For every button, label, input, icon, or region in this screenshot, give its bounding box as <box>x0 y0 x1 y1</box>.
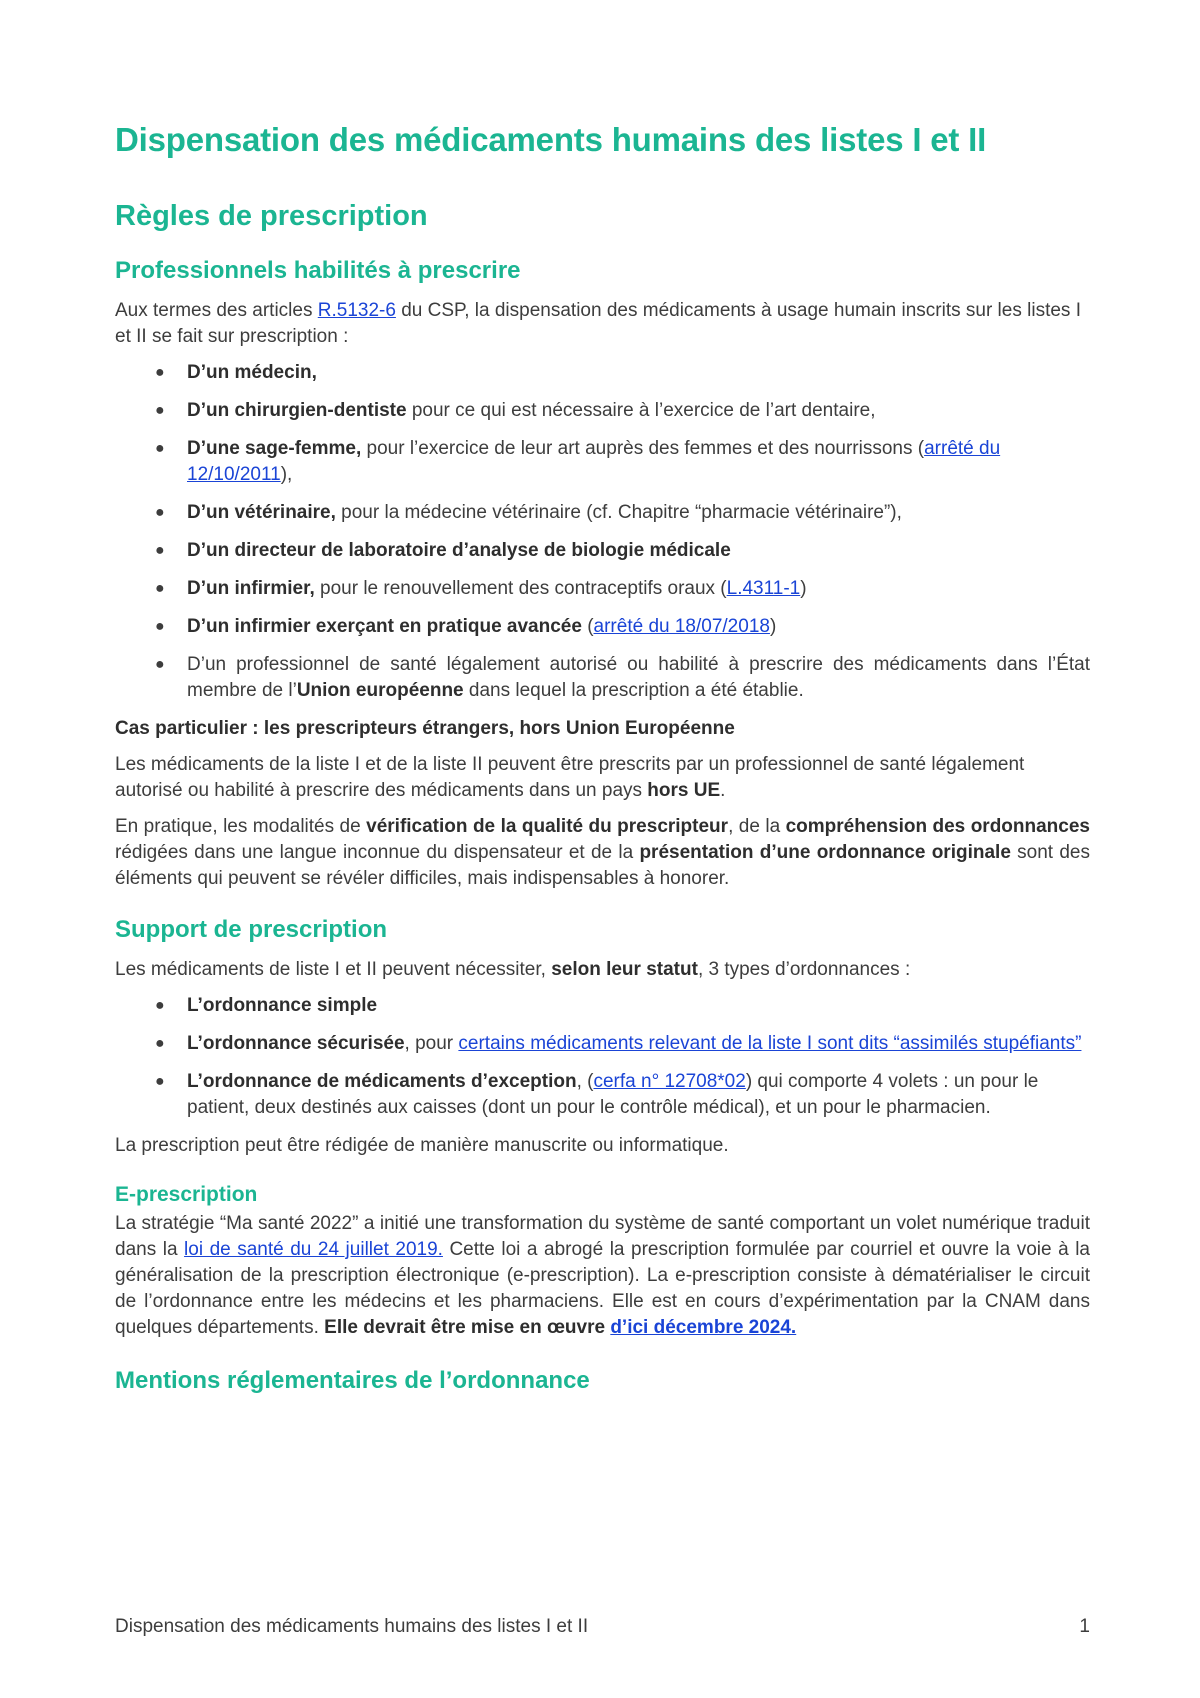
bullet-icon: ● <box>155 997 165 1014</box>
link-cerfa[interactable]: cerfa n° 12708*02 <box>593 1071 746 1092</box>
list-item: ● D’un infirmier, pour le renouvellement des contraceptifs oraux (L.4311-1) <box>115 576 1090 602</box>
link-arrete-2011[interactable]: arrêté du 12/10/2011 <box>187 438 1001 485</box>
cas-particulier-heading: Cas particulier : les prescripteurs étrangers, hors Union Européenne <box>115 718 735 739</box>
list-item: ● D’un médecin, <box>115 360 1090 386</box>
document-page <box>115 0 1090 1698</box>
bullet-icon: ● <box>155 402 165 419</box>
list-item: ● D’un directeur de laboratoire d’analyse de biologie médicale <box>115 538 1090 564</box>
prescripteurs-list <box>115 360 1090 704</box>
bullet-icon: ● <box>155 1073 165 1090</box>
list-item: ● L’ordonnance de médicaments d’exception, (cerfa n° 12708*02) qui comporte 4 volets : un pour le patient, deux destinés aux caisses (dont un pour le contrôle médical), et un pour le pharmacien. <box>155 1071 1039 1118</box>
list-item: ● D’un professionnel de santé légalement autorisé ou habilité à prescrire des médicaments dans l’État membre de l’Union européenne dans lequel la prescription a été établie. <box>155 654 1090 701</box>
document-body <box>115 200 1090 1408</box>
link-decembre-2024[interactable]: d’ici décembre 2024. <box>610 1317 797 1338</box>
bullet-icon: ● <box>155 542 165 559</box>
bullet-icon: ● <box>155 440 165 457</box>
bullet-icon: ● <box>155 364 165 381</box>
bullet-icon: ● <box>155 656 165 673</box>
page-footer <box>115 1614 1090 1640</box>
section-heading-regles: Règles de prescription <box>115 200 428 232</box>
bullet-icon: ● <box>155 618 165 635</box>
link-r5132-6[interactable]: R.5132-6 <box>317 300 396 321</box>
professionnels-intro: Aux termes des articles R.5132-6 du CSP, la dispensation des médicaments à usage humain inscrits sur les listes I et II se fait sur prescription : <box>115 300 1081 347</box>
footer-title: Dispensation des médicaments humains des listes I et II <box>115 1616 589 1637</box>
subsection-heading-mentions: Mentions réglementaires de l’ordonnance <box>115 1367 590 1394</box>
subsection-heading-eprescription: E-prescription <box>115 1183 258 1206</box>
subsection-heading-professionnels: Professionnels habilités à prescrire <box>115 257 521 284</box>
page-number: 1 <box>1079 1616 1090 1637</box>
list-item: ● D’un vétérinaire, pour la médecine vétérinaire (cf. Chapitre “pharmacie vétérinaire”), <box>115 500 1090 526</box>
document-title: Dispensation des médicaments humains des listes I et II <box>115 121 987 158</box>
cas-particulier-p2: En pratique, les modalités de vérification de la qualité du prescripteur, de la compréhension des ordonnances rédigées dans une langue inconnue du dispensateur et de la présentation d’une ordonnance originale sont des éléments qui peuvent se révéler difficiles, mais indispensables à honorer. <box>115 816 1090 889</box>
list-item: ● L’ordonnance sécurisée, pour certains médicaments relevant de la liste I sont dits “assimilés stupéfiants” <box>115 1031 1090 1057</box>
list-item: ● D’un infirmier exerçant en pratique avancée (arrêté du 18/07/2018) <box>115 614 1090 640</box>
link-assimiles-stupefiants[interactable]: certains médicaments relevant de la liste I sont dits “assimilés stupéfiants” <box>458 1033 1082 1054</box>
list-item: ● D’une sage-femme, pour l’exercice de leur art auprès des femmes et des nourrissons (arrêté du 12/10/2011), <box>155 438 1001 485</box>
bullet-icon: ● <box>155 580 165 597</box>
link-l4311-1[interactable]: L.4311-1 <box>726 578 801 599</box>
cas-particulier-p1: Les médicaments de la liste I et de la liste II peuvent être prescrits par un professionnel de santé légalement autorisé ou habilité à prescrire des médicaments dans un pays hors UE. <box>115 754 1025 801</box>
link-arrete-2018[interactable]: arrêté du 18/07/2018 <box>593 616 770 637</box>
list-item: ● L’ordonnance simple <box>115 993 1090 1019</box>
bullet-icon: ● <box>155 1035 165 1052</box>
eprescription-paragraph: La stratégie “Ma santé 2022” a initié une transformation du système de santé comportant un volet numérique traduit dans la loi de santé du 24 juillet 2019. Cette loi a abrogé la prescription formulée par courriel et ouvre la voie à la généralisation de la prescription électronique (e-prescription). La e-prescription consiste à dématérialiser le circuit de l’ordonnance entre les médecins et les pharmaciens. Elle est en cours d’expérimentation par la CNAM dans quelques départements. Elle devrait être mise en œuvre d’ici décembre 2024. <box>115 1213 1090 1338</box>
bullet-icon: ● <box>155 504 165 521</box>
subsection-heading-support: Support de prescription <box>115 916 388 943</box>
ordonnances-list <box>115 993 1090 1121</box>
list-item: ● D’un chirurgien-dentiste pour ce qui est nécessaire à l’exercice de l’art dentaire, <box>115 398 1090 424</box>
support-closing: La prescription peut être rédigée de manière manuscrite ou informatique. <box>115 1135 729 1156</box>
support-intro: Les médicaments de liste I et II peuvent nécessiter, selon leur statut, 3 types d’ordonnances : <box>115 959 911 980</box>
link-loi-sante-2019[interactable]: loi de santé du 24 juillet 2019. <box>184 1239 443 1260</box>
